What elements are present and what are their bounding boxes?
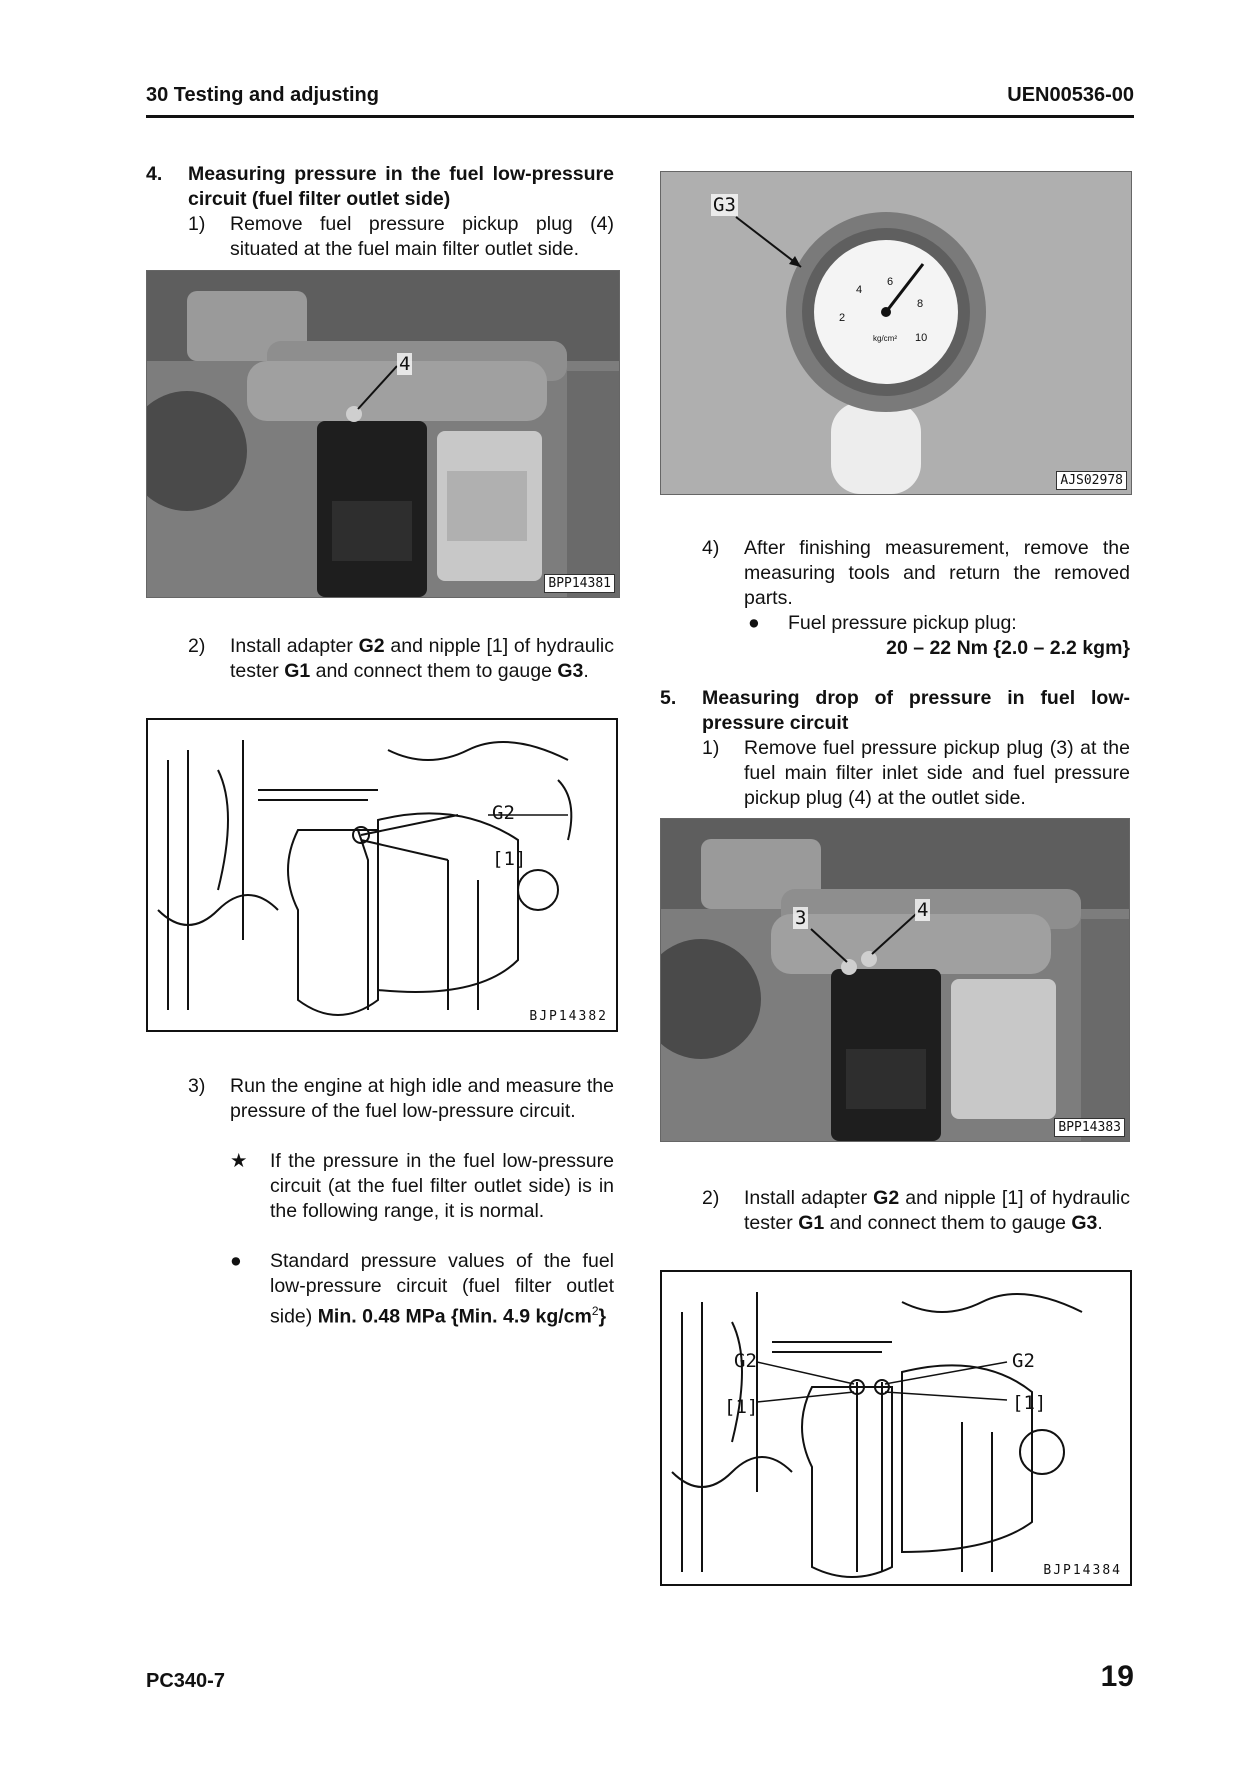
photo2-code: BPP14383 (1054, 1118, 1125, 1137)
step4-sub1-text: Remove fuel pressure pickup plug (4) situated at the fuel main filter outlet side. (230, 213, 614, 260)
drawing2-code: BJP14384 (1043, 1563, 1122, 1578)
gauge-photo-code: AJS02978 (1056, 471, 1127, 490)
bullet-mark: ● (230, 1250, 242, 1272)
drawing1-art (148, 720, 616, 1030)
photo1-callout-4: 4 (399, 353, 411, 375)
engine-photo2-art (661, 819, 1129, 1141)
drawing2-art (662, 1272, 1130, 1584)
step4-sub3-number: 3) (188, 1075, 206, 1097)
gauge-tick: 4 (856, 284, 863, 296)
section-title: 30 Testing and adjusting (146, 84, 379, 106)
step4-sub2-text: Install adapter G2 and nipple [1] of hydraulic tester G1 and connect them to gauge G3. (230, 635, 614, 682)
drawing1-code: BJP14382 (529, 1009, 608, 1024)
photo2-callout-3: 3 (795, 907, 807, 929)
document-code: UEN00536-00 (1007, 84, 1134, 106)
page-number: 19 (1100, 1660, 1134, 1693)
header-rule (146, 115, 1134, 118)
step5-sub2-text: Install adapter G2 and nipple [1] of hydraulic tester G1 and connect them to gauge G3. (744, 1187, 1130, 1234)
step4-sub3-text: Run the engine at high idle and measure the pressure of the fuel low-pressure circuit. (230, 1075, 614, 1122)
bullet-mark: ● (748, 612, 760, 634)
gauge-tick: 8 (917, 298, 924, 310)
footer-model: PC340-7 (146, 1670, 225, 1692)
drawing2-label-nipple-left: [1] (724, 1396, 759, 1418)
gauge-photo-art (661, 172, 1131, 494)
torque-value: 20 – 22 Nm {2.0 – 2.2 kgm} (886, 637, 1130, 659)
step5-sub1-text: Remove fuel pressure pickup plug (3) at the fuel main filter inlet side and fuel pressure pickup plug (4) at the outlet side. (744, 737, 1130, 809)
step4-sub4-number: 4) (702, 537, 720, 559)
step4-number: 4. (146, 163, 163, 185)
drawing-tester-inlet-outlet (660, 1270, 1132, 1586)
drawing2-label-g2-right: G2 (1012, 1350, 1035, 1372)
engine-photo-plug4 (146, 270, 620, 598)
gauge-tick: 10 (915, 332, 928, 344)
step5-sub1-number: 1) (702, 737, 720, 759)
gauge-tick: 2 (839, 312, 846, 324)
step5-title: Measuring drop of pressure in fuel low-pressure circuit (702, 687, 1130, 734)
gauge-callout-g3: G3 (713, 194, 736, 216)
step4-sub3-note: If the pressure in the fuel low-pressure circuit (at the fuel filter outlet side) is in the following range, it is normal. (270, 1150, 614, 1222)
step4-standard-value: Standard pressure values of the fuel low-pressure circuit (fuel filter outlet side) Min. 0.48 MPa {Min. 4.9 $kg/cm^2$} (270, 1250, 614, 1328)
step4-sub2-number: 2) (188, 635, 206, 657)
drawing2-label-g2-left: G2 (734, 1350, 757, 1372)
drawing1-label-nipple: [1] (492, 848, 527, 870)
step5-sub2-number: 2) (702, 1187, 720, 1209)
pickup-plug-label: Fuel pressure pickup plug: (788, 612, 1017, 634)
photo2-callout-4: 4 (917, 899, 929, 921)
step5-number: 5. (660, 687, 677, 709)
drawing1-label-g2: G2 (492, 802, 515, 824)
gauge-photo (660, 171, 1132, 495)
step4-sub1-number: 1) (188, 213, 206, 235)
star-mark: ★ (230, 1150, 248, 1172)
engine-photo-art (147, 271, 619, 597)
drawing-tester-outlet (146, 718, 618, 1032)
engine-photo-plugs3-4 (660, 818, 1130, 1142)
gauge-tick: 6 (887, 276, 894, 288)
drawing2-label-nipple-right: [1] (1012, 1392, 1047, 1414)
gauge-unit: kg/cm² (873, 334, 897, 343)
step4-title: Measuring pressure in the fuel low-pressure circuit (fuel filter outlet side) (188, 163, 614, 210)
step4-sub4-text: After finishing measurement, remove the measuring tools and return the removed parts. (744, 537, 1130, 609)
photo1-code: BPP14381 (544, 574, 615, 593)
